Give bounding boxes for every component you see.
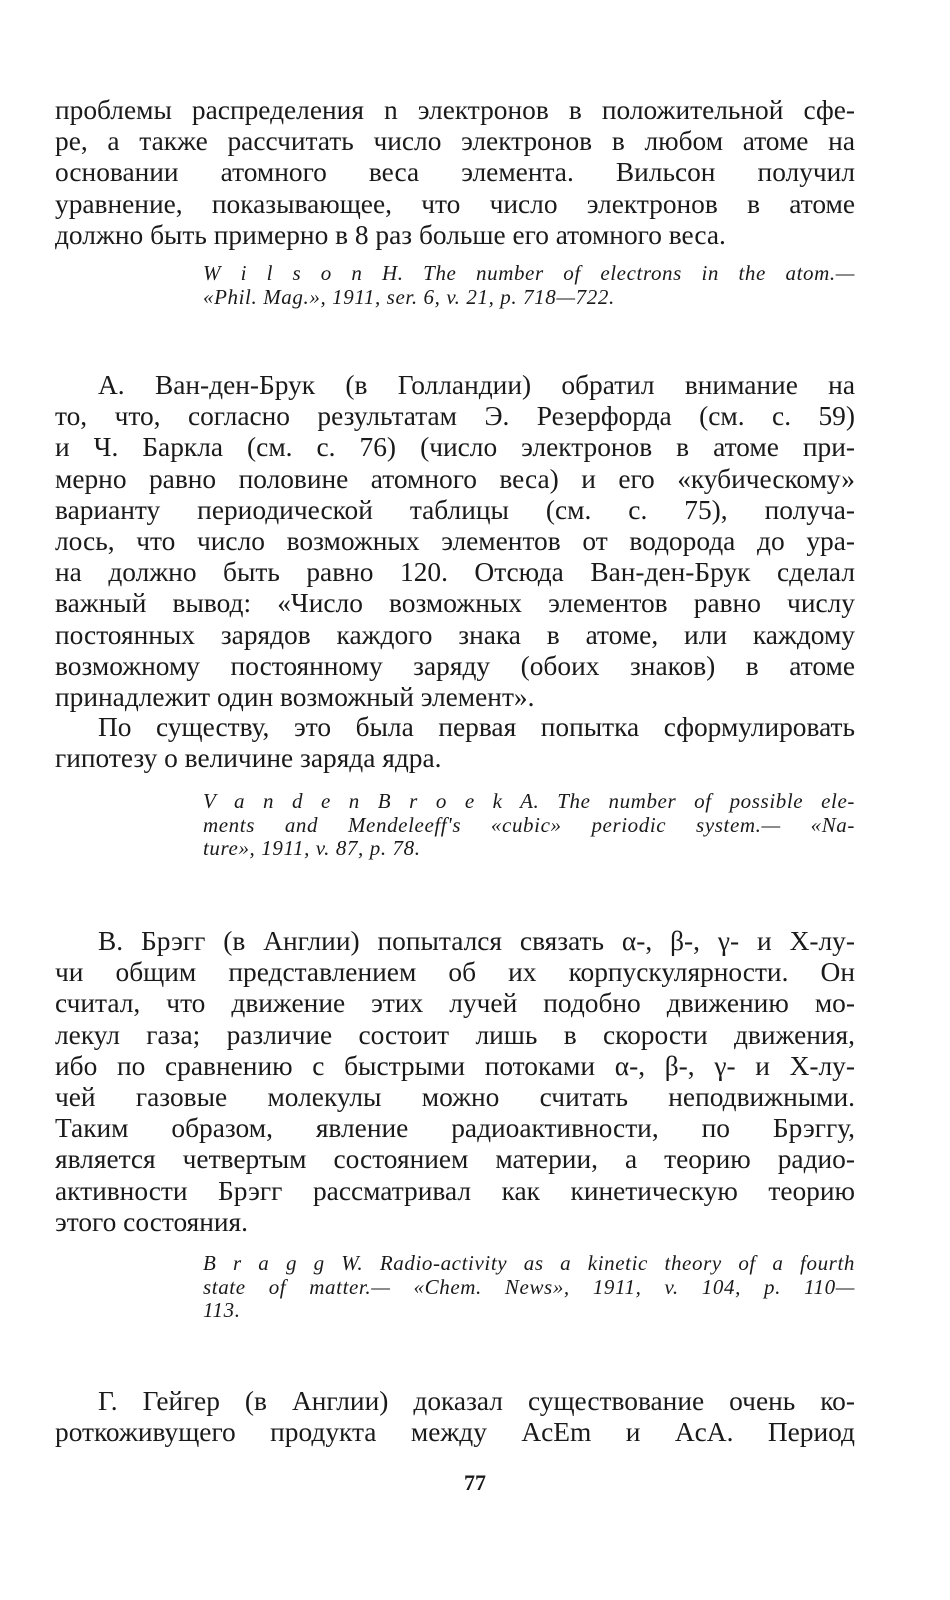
text-line: основании атомного веса элемента. Вильсон получил	[55, 157, 855, 188]
text-line: должно быть примерно в 8 раз больше его атомного веса.	[55, 219, 726, 250]
text-line: А. Ван-ден-Брук (в Голландии) обратил внимание на	[98, 370, 855, 400]
text-line: варианту периодической таблицы (см. с. 75), получа-	[55, 494, 855, 525]
paragraph-hypothesis	[55, 712, 855, 774]
text-line: считал, что движение этих лучей подобно движению мо-	[55, 988, 855, 1019]
text-line: чей газовые молекулы можно считать неподвижными.	[55, 1082, 855, 1113]
text-line: роткоживущего продукта между AcEm и AcA. Период	[55, 1417, 855, 1448]
text-line: гипотезу о величине заряда ядра.	[55, 743, 442, 774]
text-line: и Ч. Баркла (см. с. 76) (число электронов в атоме при-	[55, 432, 855, 463]
paragraph-geiger	[55, 1386, 855, 1448]
text-line: возможному постоянному заряду (обоих знаков) в атоме	[55, 650, 855, 681]
text-line: лекул газа; различие состоит лишь в скорости движения,	[55, 1019, 855, 1050]
text-line: мерно равно половине атомного веса) и его «кубическому»	[55, 463, 855, 494]
text-line: чи общим представлением об их корпускулярности. Он	[55, 957, 855, 988]
reference-van-den-broek	[203, 790, 855, 861]
text-line: активности Брэгг рассматривал как кинетическую теорию	[55, 1175, 855, 1206]
text-line: то, что, согласно результатам Э. Резерфорда (см. с. 59)	[55, 401, 855, 432]
reference-line: state of matter.— «Chem. News», 1911, v. 104, p. 110—	[203, 1274, 855, 1299]
page-number: 77	[464, 1470, 486, 1495]
reference-bragg	[203, 1252, 855, 1323]
reference-line: W i l s o n H. The number of electrons in the atom.—	[203, 261, 855, 285]
reference-line: ture», 1911, v. 87, p. 78.	[203, 836, 421, 860]
text-line: По существу, это была первая попытка сформулировать	[98, 712, 855, 742]
paragraph-van-den-broek	[55, 370, 855, 713]
reference-line: 113.	[203, 1298, 241, 1322]
text-line: важный вывод: «Число возможных элементов равно числу	[55, 588, 855, 619]
text-line: постоянных зарядов каждого знака в атоме, или каждому	[55, 619, 855, 650]
text-line: В. Брэгг (в Англии) попытался связать α-, β-, γ- и X-лу-	[98, 926, 855, 956]
reference-wilson	[203, 262, 855, 309]
paragraph-bragg	[55, 926, 855, 1238]
text-line: Таким образом, явление радиоактивности, по Брэггу,	[55, 1113, 855, 1144]
text-line: ибо по сравнению с быстрыми потоками α-, β-, γ- и X-лу-	[55, 1050, 855, 1081]
reference-line: «Phil. Mag.», 1911, ser. 6, v. 21, p. 718—722.	[203, 284, 615, 309]
text-line: уравнение, показывающее, что число электронов в атоме	[55, 188, 855, 219]
text-line: Г. Гейгер (в Англии) доказал существование очень ко-	[98, 1386, 855, 1416]
text-line: проблемы распределения n электронов в положительной сфе-	[55, 95, 855, 125]
reference-line: B r a g g W. Radio-activity as a kinetic theory of a fourth	[203, 1251, 855, 1275]
paragraph-wilson	[55, 95, 855, 251]
reference-line: ments and Mendeleeff's «cubic» periodic system.— «Na-	[203, 812, 855, 837]
text-line: лось, что число возможных элементов от водорода до ура-	[55, 526, 855, 557]
text-line: этого состояния.	[55, 1206, 248, 1237]
text-line: на должно быть равно 120. Отсюда Ван-ден-Брук сделал	[55, 557, 855, 588]
reference-line: V a n d e n B r o e k A. The number of possible ele-	[203, 789, 855, 813]
text-line: ре, а также рассчитать число электронов в любом атоме на	[55, 126, 855, 157]
text-line: принадлежит один возможный элемент».	[55, 682, 535, 713]
text-line: является четвертым состоянием материи, а теорию радио-	[55, 1144, 855, 1175]
